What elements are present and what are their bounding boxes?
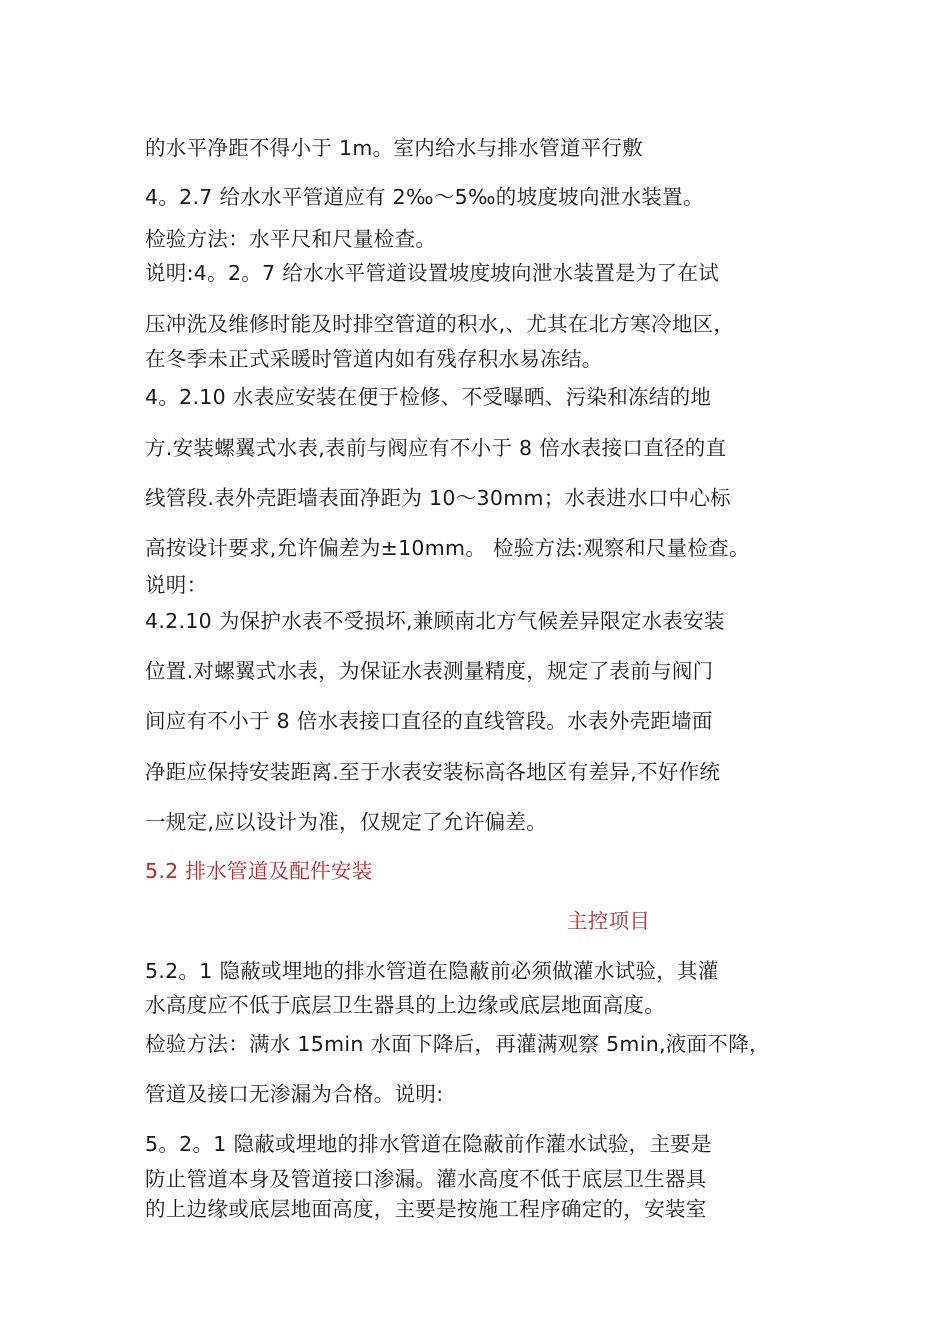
text-line: 高按设计要求,允许偏差为±10mm。 检验方法:观察和尺量检查。 bbox=[145, 536, 750, 560]
text-line: 检验方法：满水 15min 水面下降后，再灌满观察 5min,液面不降， bbox=[145, 1032, 770, 1056]
text-line: 5。2。1 隐蔽或埋地的排水管道在隐蔽前作灌水试验，主要是 bbox=[145, 1132, 712, 1156]
section-heading: 5.2 排水管道及配件安装 bbox=[145, 859, 373, 883]
text-line: 方.安装螺翼式水表,表前与阀应有不小于 8 倍水表接口直径的直 bbox=[145, 436, 727, 460]
text-line: 压冲洗及维修时能及时排空管道的积水,、尤其在北方寒冷地区， bbox=[145, 312, 735, 336]
text-line: 管道及接口无渗漏为合格。说明: bbox=[145, 1082, 444, 1106]
text-line: 4.2.10 为保护水表不受损坏,兼顾南北方气候差异限定水表安装 bbox=[145, 609, 725, 633]
text-line: 在冬季未正式采暖时管道内如有残存积水易冻结。 bbox=[145, 347, 603, 371]
text-line: 水高度应不低于底层卫生器具的上边缘或底层地面高度。 bbox=[145, 993, 665, 1017]
text-line: 的水平净距不得小于 1m。室内给水与排水管道平行敷 bbox=[145, 136, 644, 160]
text-line: 说明： bbox=[145, 573, 208, 597]
subsection-heading: 主控项目 bbox=[567, 909, 651, 933]
text-line: 净距应保持安装距离.至于水表安装标高各地区有差异,不好作统 bbox=[145, 760, 721, 784]
text-line: 4。2.10 水表应安装在便于检修、不受曝晒、污染和冻结的地 bbox=[145, 385, 712, 409]
text-line: 5.2。1 隐蔽或埋地的排水管道在隐蔽前必须做灌水试验，其灌 bbox=[145, 959, 719, 983]
text-line: 的上边缘或底层地面高度，主要是按施工程序确定的，安装室 bbox=[145, 1197, 707, 1221]
text-line: 检验方法：水平尺和尺量检查。 bbox=[145, 227, 437, 251]
text-line: 4。2.7 给水水平管道应有 2‰～5‰的坡度坡向泄水装置。 bbox=[145, 185, 704, 209]
text-line: 说明:4。2。7 给水水平管道设置坡度坡向泄水装置是为了在试 bbox=[145, 261, 720, 285]
text-line: 一规定,应以设计为准，仅规定了允许偏差。 bbox=[145, 810, 548, 834]
text-line: 防止管道本身及管道接口渗漏。灌水高度不低于底层卫生器具 bbox=[145, 1167, 707, 1191]
text-line: 位置.对螺翼式水表，为保证水表测量精度，规定了表前与阀门 bbox=[145, 659, 714, 683]
text-line: 间应有不小于 8 倍水表接口直径的直线管段。水表外壳距墙面 bbox=[145, 709, 713, 733]
text-line: 线管段.表外壳距墙表面净距为 10～30mm；水表进水口中心标 bbox=[145, 486, 731, 510]
